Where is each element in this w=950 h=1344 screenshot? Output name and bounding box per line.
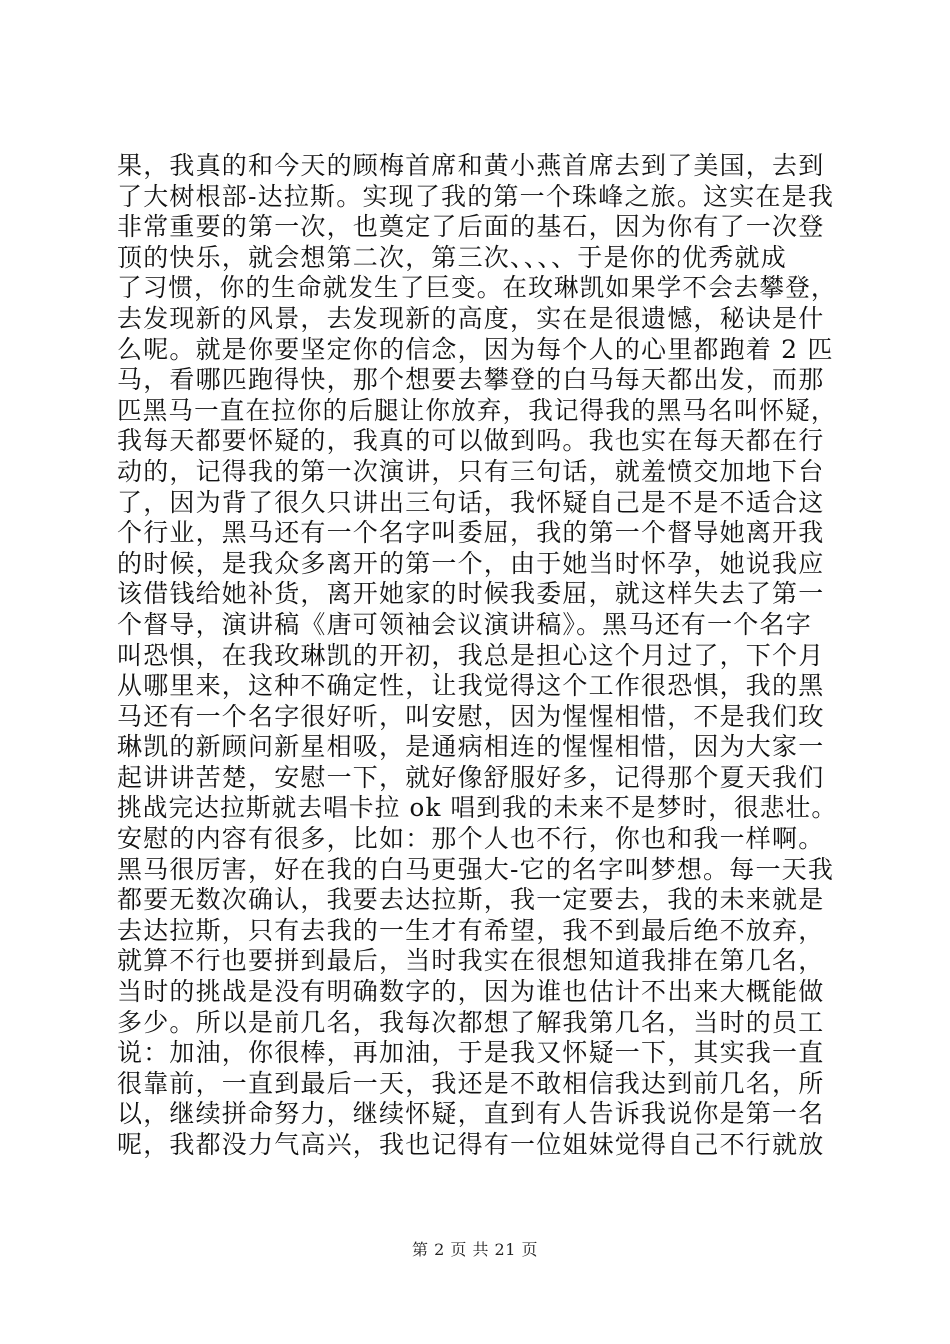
body-text xyxy=(117,151,837,1161)
text-line: 个行业，黑马还有一个名字叫委屈，我的第一个督导她离开我 xyxy=(117,518,825,548)
text-line: 匹黑马一直在拉你的后腿让你放弃，我记得我的黑马名叫怀疑， xyxy=(117,395,837,425)
text-line: 安慰的内容有很多，比如：那个人也不行，你也和我一样啊。 xyxy=(117,824,825,854)
text-line: 很靠前，一直到最后一天，我还是不敢相信我达到前几名，所 xyxy=(117,1068,825,1098)
text-line: 挑战完达拉斯就去唱卡拉 ok 唱到我的未来不是梦时，很悲壮。 xyxy=(117,793,838,823)
text-line: 的时候，是我众多离开的第一个，由于她当时怀孕，她说我应 xyxy=(117,548,825,578)
text-line: 我每天都要怀疑的，我真的可以做到吗。我也实在每天都在行 xyxy=(117,426,825,456)
text-line: 马，看哪匹跑得快，那个想要去攀登的白马每天都出发，而那 xyxy=(117,365,825,395)
text-line: 顶的快乐，就会想第二次，第三次、、、、于是你的优秀就成 xyxy=(117,242,787,272)
text-line: 果，我真的和今天的顾梅首席和黄小燕首席去到了美国，去到 xyxy=(117,151,825,180)
text-line: 了，因为背了很久只讲出三句话，我怀疑自己是不是不适合这 xyxy=(117,487,825,517)
text-line: 叫恐惧，在我玫琳凯的开初，我总是担心这个月过了，下个月 xyxy=(117,640,825,670)
text-line: 以，继续拼命努力，继续怀疑，直到有人告诉我说你是第一名 xyxy=(117,1099,825,1129)
text-line: 马还有一个名字很好听，叫安慰，因为惺惺相惜，不是我们玫 xyxy=(117,701,825,731)
text-line: 去达拉斯，只有去我的一生才有希望，我不到最后绝不放弃， xyxy=(117,915,825,945)
text-line: 说：加油，你很棒，再加油，于是我又怀疑一下，其实我一直 xyxy=(117,1038,825,1068)
text-line: 当时的挑战是没有明确数字的，因为谁也估计不出来大概能做 xyxy=(117,977,825,1007)
text-line: 去发现新的风景，去发现新的高度，实在是很遗憾，秘诀是什 xyxy=(117,303,825,333)
text-line: 动的，记得我的第一次演讲，只有三句话，就羞愤交加地下台 xyxy=(117,456,825,486)
text-line: 都要无数次确认，我要去达拉斯，我一定要去，我的未来就是 xyxy=(117,885,825,915)
text-line: 了习惯，你的生命就发生了巨变。在玫琳凯如果学不会去攀登， xyxy=(117,273,837,303)
text-line: 琳凯的新顾问新星相吸，是通病相连的惺惺相惜，因为大家一 xyxy=(117,732,825,762)
text-line: 就算不行也要拼到最后，当时我实在很想知道我排在第几名， xyxy=(117,946,825,976)
page-footer: 第 2 页 共 21 页 xyxy=(412,1240,538,1259)
text-line: 从哪里来，这种不确定性，让我觉得这个工作很恐惧，我的黑 xyxy=(117,671,825,701)
text-line: 起讲讲苦楚，安慰一下，就好像舒服好多，记得那个夏天我们 xyxy=(117,762,825,792)
text-line: 非常重要的第一次，也奠定了后面的基石，因为你有了一次登 xyxy=(117,212,825,242)
text-line: 多少。所以是前几名，我每次都想了解我第几名，当时的员工 xyxy=(117,1007,825,1037)
text-line: 么呢。就是你要坚定你的信念，因为每个人的心里都跑着 2 匹 xyxy=(117,334,834,364)
text-line: 了大树根部-达拉斯。实现了我的第一个珠峰之旅。这实在是我 xyxy=(117,181,835,211)
text-line: 个督导，演讲稿《唐可领袖会议演讲稿》。黑马还有一个名字 xyxy=(117,609,812,639)
text-line: 黑马很厉害，好在我的白马更强大-它的名字叫梦想。每一天我 xyxy=(117,854,835,884)
text-line: 呢，我都没力气高兴，我也记得有一位姐妹觉得自己不行就放 xyxy=(117,1130,825,1159)
text-line: 该借钱给她补货，离开她家的时候我委屈，就这样失去了第一 xyxy=(117,579,825,609)
